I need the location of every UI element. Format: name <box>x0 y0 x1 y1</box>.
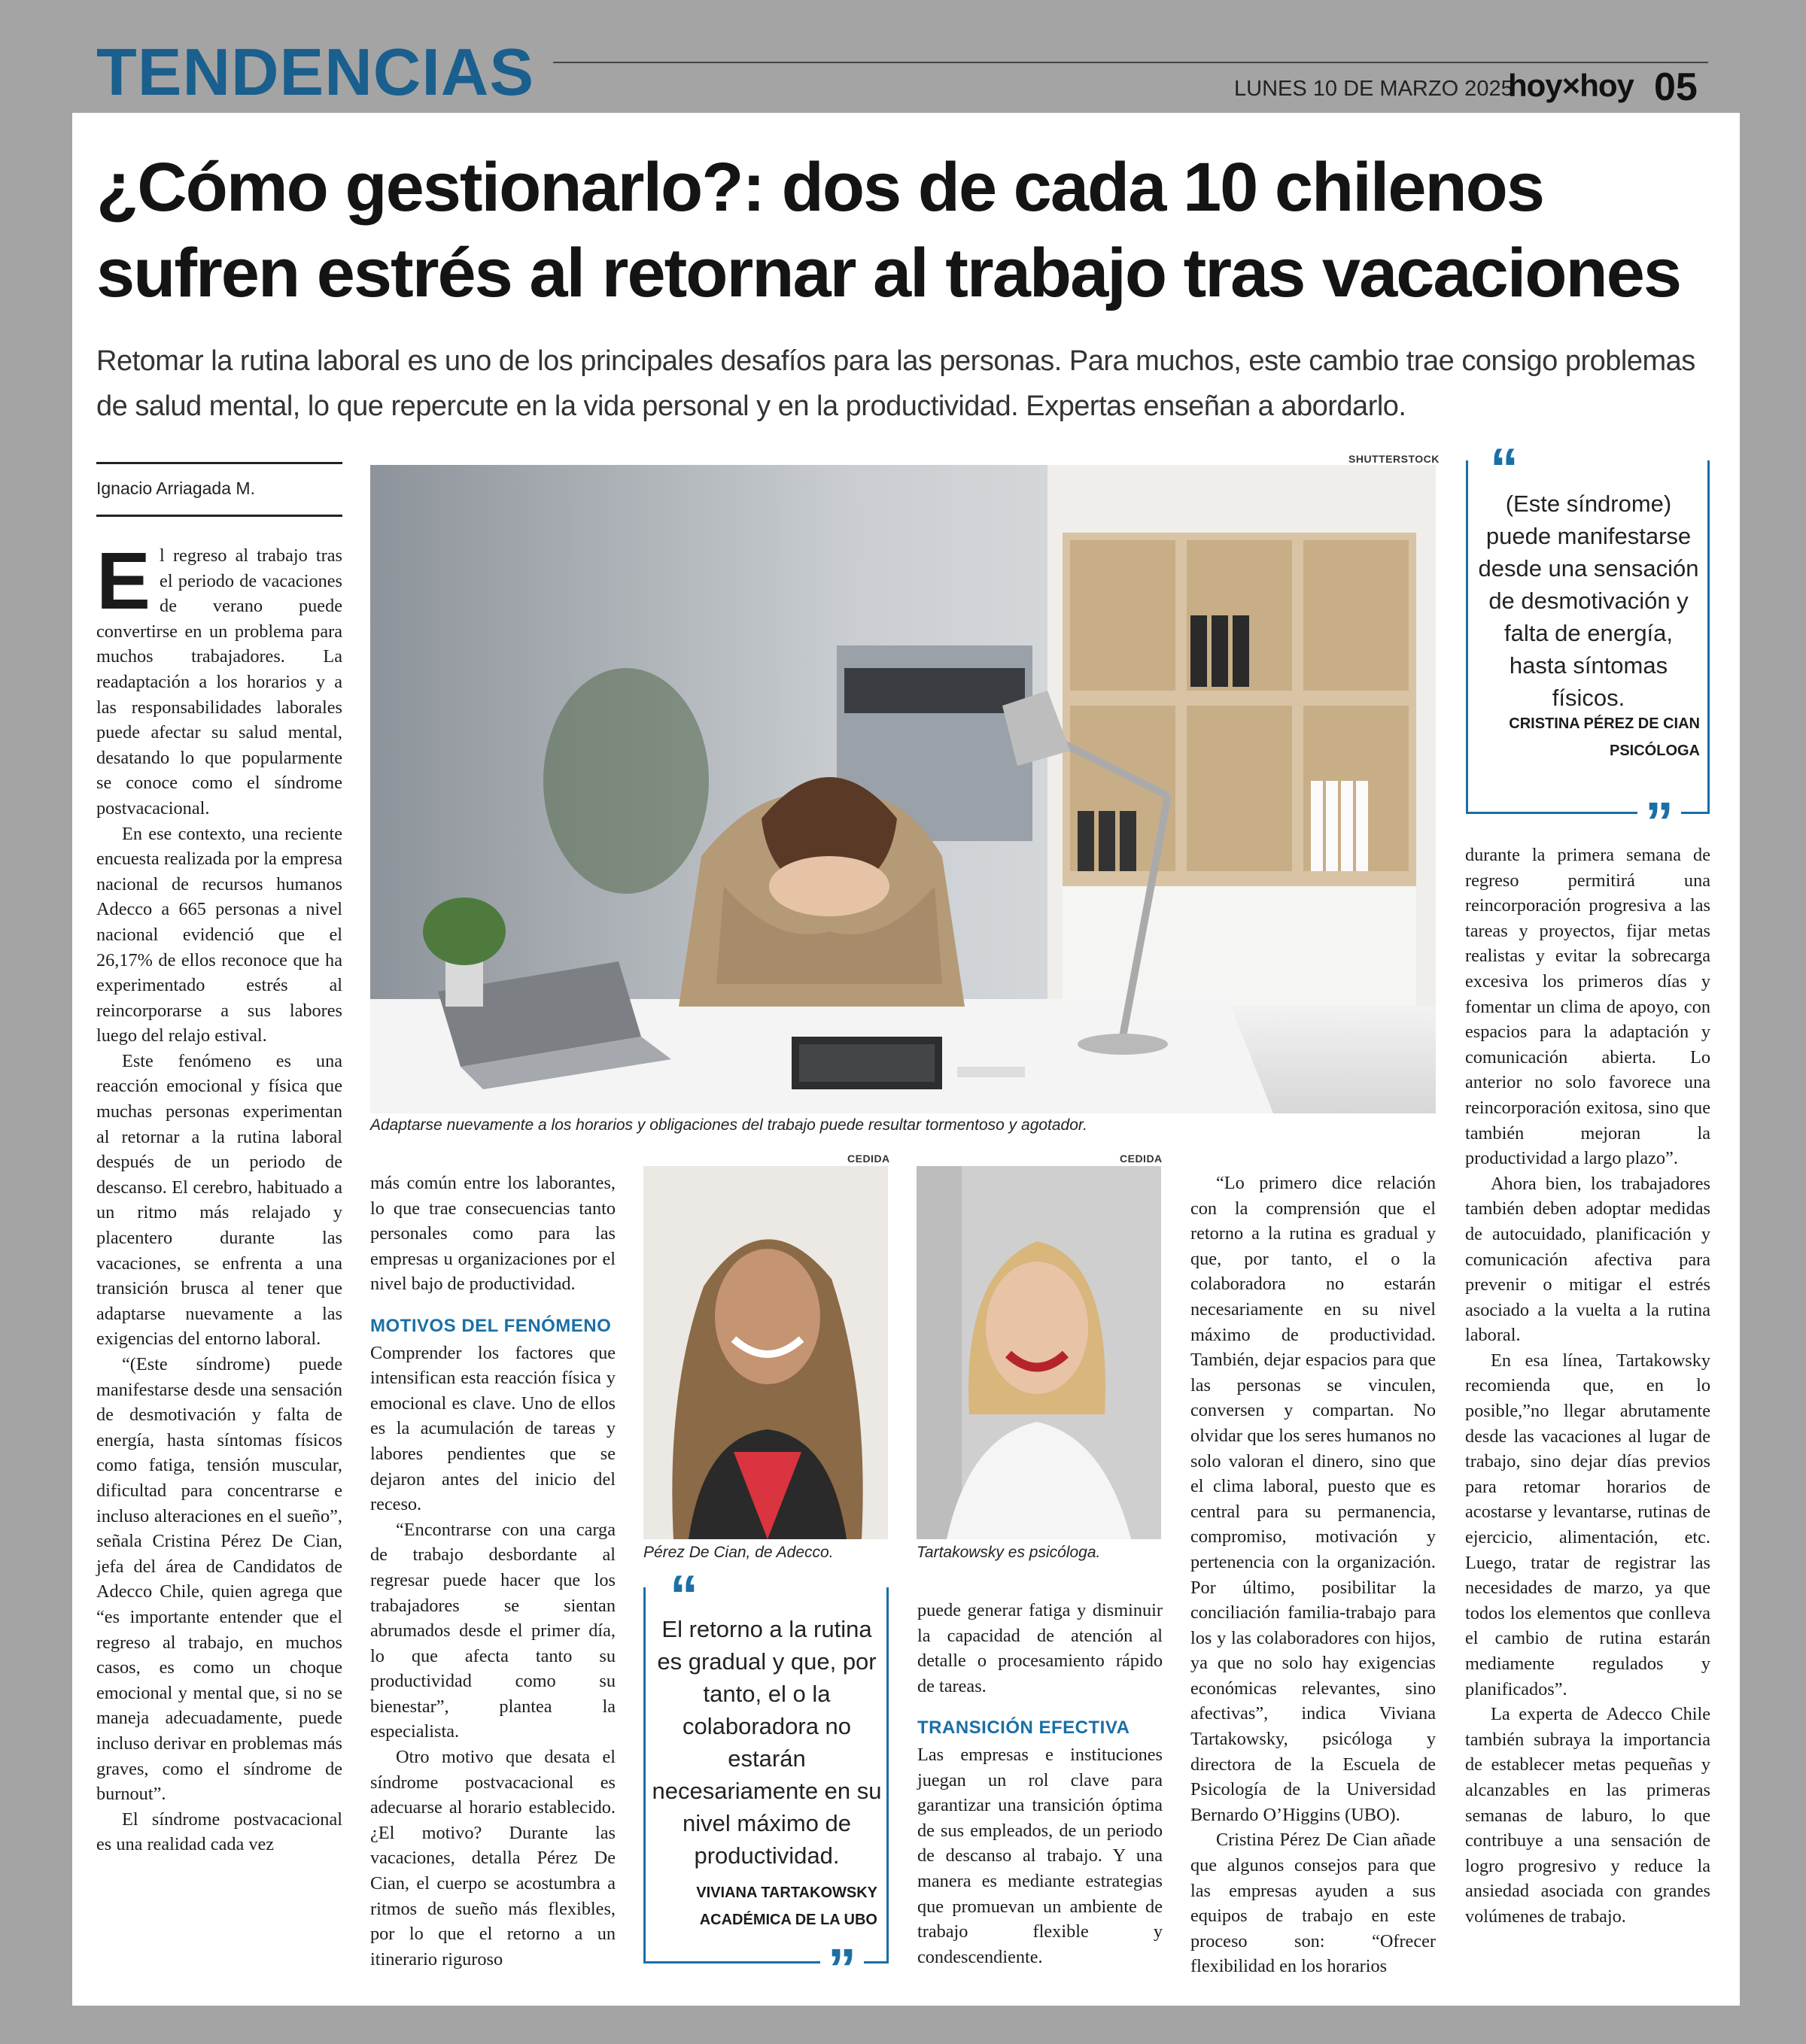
paragraph: La experta de Adecco Chile también subraya la importancia de establecer metas pequeñas y alcanzables en las primeras semanas de laburo, lo que contribuye a una sensación de logro progresivo y reduce la ansiedad asociada con grandes volúmenes de trabajo. <box>1465 1704 1710 1927</box>
paragraph: Cristina Pérez De Cian añade que algunos consejos para que las empresas ayuden a sus equipos de trabajo en este proceso son: “Ofrecer flexibilidad en los horarios <box>1190 1830 1436 1977</box>
paragraph: Este fenómeno es una reacción emocional y física que muchas personas experimentan al retornar a la rutina laboral después de un periodo de descanso. El cerebro, habituado a un ritmo más relajado y placentero durante las vacaciones, se enfrenta a una transición brusca al tener que adaptarse nuevamente a las exigencias del entorno laboral. <box>96 1050 342 1350</box>
drop-cap: E <box>96 535 151 626</box>
close-quote-icon: ” <box>820 1947 864 1985</box>
photo-perez-de-cian <box>643 1166 888 1539</box>
pull-quote-author <box>652 1879 877 1933</box>
body-column-5 <box>1465 843 1710 1930</box>
pull-quote-text: (Este síndrome) puede manifestarse desde una sensación de desmotivación y falta de energía, hasta síntomas físicos. <box>1478 490 1699 711</box>
body-column-3 <box>917 1598 1163 1970</box>
portrait-tartakowsky <box>917 1166 1161 1539</box>
open-quote-icon: “ <box>662 1574 706 1611</box>
open-quote-icon: “ <box>1482 447 1526 484</box>
paragraph: l regreso al trabajo tras el periodo de vacaciones de verano puede convertirse en un problema para muchos trabajadores. La readaptación a los horarios y a las responsabilidades laborales puede afectar su salud mental, desatando lo que popularmente se conoce como el síndrome postvacacional. <box>96 545 342 819</box>
body-column-1 <box>96 535 342 1857</box>
main-photo-credit: SHUTTERSTOCK <box>1348 453 1440 465</box>
paragraph: En ese contexto, una reciente encuesta realizada por la empresa nacional de recursos humanos Adecco a 665 personas a nivel nacional evidenció que el 26,17% de ellos reconoce que ha experimentado estrés al reincorporarse a sus labores luego del relajo estival. <box>96 823 342 1046</box>
paragraph: “Encontrarse con una carga de trabajo desbordante al regresar puede hacer que los trabajadores se sientan abrumados desde el primer día, lo que afecta tanto su productividad como su bienestar”, plantea la especialista. <box>370 1519 616 1742</box>
paragraph: En esa línea, Tartakowsky recomienda que, en lo posible,”no llegar abrutamente desde las vacaciones al lugar de trabajo, sino dejar días previos para retomar horarios de acostarse y levantarse, rutinas de ejercicio, alimentación, etc. Luego, tratar de registrar las necesidades de marzo, ya que todos los elementos que conlleva el cambio de rutina estarán mediamente regulados y planificados”. <box>1465 1350 1710 1699</box>
photo-perez-credit: CEDIDA <box>847 1153 890 1165</box>
headline-line-2: sufren estrés al retornar al trabajo tras vacaciones <box>96 235 1681 311</box>
section-title: TENDENCIAS <box>96 35 535 109</box>
photo-perez-caption: Pérez De Cian, de Adecco. <box>643 1544 834 1561</box>
subhead-transicion: TRANSICIÓN EFECTIVA <box>917 1718 1130 1739</box>
main-photo-caption: Adaptarse nuevamente a los horarios y obligaciones del trabajo puede resultar tormentoso y agotador. <box>370 1116 1087 1134</box>
paragraph: puede generar fatiga y disminuir la capacidad de atención al detalle o procesamiento rápido de tareas. <box>917 1600 1163 1696</box>
headline <box>96 144 1722 316</box>
page-number: 05 <box>1654 65 1698 109</box>
close-quote-icon: ” <box>1637 800 1681 838</box>
pull-quote-tartakowsky <box>643 1587 889 1964</box>
pull-quote-author-name: CRISTINA PÉREZ DE CIAN <box>1509 715 1700 732</box>
deck: Retomar la rutina laboral es uno de los principales desafíos para las personas. Para muchos, este cambio trae consigo problemas de salud mental, lo que repercute en la vida personal y en la productividad. Expertas enseñan a abordarlo. <box>96 345 1695 422</box>
page-header <box>0 0 1806 113</box>
byline-rule-bottom <box>96 515 342 517</box>
pull-quote-perez <box>1466 460 1710 814</box>
byline: Ignacio Arriagada M. <box>96 478 255 498</box>
paragraph: Ahora bien, los trabajadores también deben adoptar medidas de autocuidado, planificación y comunicación afectiva para prevenir o mitigar el estrés asociado a la vuelta a la rutina laboral. <box>1465 1173 1710 1346</box>
byline-rule-top <box>96 462 342 464</box>
paragraph: más común entre los laborantes, lo que trae consecuencias tanto personales como para las empresas u organizaciones por el nivel bajo de productividad. <box>370 1173 616 1295</box>
main-photo <box>370 465 1436 1113</box>
body-column-2 <box>370 1171 616 1972</box>
paragraph: “Lo primero dice relación con la comprensión que el retorno a la rutina es gradual y que, por tanto, el o la colaboradora no estarán necesariamente en su nivel máximo de productividad. También, dejar espacios para que las personas se vinculen, conversen y compartan. No olvidar que los seres humanos no solo valoran el dinero, sino que el clima laboral, puesto que es central para su permanencia, compromiso, motivación y pertenencia con la organización. Por último, posibilitar la conciliación familia-trabajo para los y las colaboradores con hijos, ya que no solo hay exigencias económicas relevantes, sino afectivas”, indica Viviana Tartakowsky, psicóloga y directora de la Escuela de Psicología de la Universidad Bernardo O’Higgins (UBO). <box>1190 1173 1436 1825</box>
paragraph: “(Este síndrome) puede manifestarse desde una sensación de desmotivación y falta de energía, hasta síntomas físicos como fatiga, tensión muscular, dificultad para concentrarse e incluso alteraciones en el sueño”, señala Cristina Pérez De Cian, jefa del área de Candidatos de Adecco Chile, quien agrega que “es importante entender que el regreso al trabajo, en muchos casos, es como un choque emocional y mental que, si no se maneja adecuadamente, puede incluso derivar en problemas más graves, como el síndrome de burnout”. <box>96 1354 342 1805</box>
paragraph: durante la primera semana de regreso permitirá una reincorporación progresiva a las tareas y proyectos, fijar metas realistas y evitar la sobrecarga excesiva los primeros días y fomentar un clima de apoyo, con espacios para la adaptación y comunicación abierta. Lo anterior no solo favorece una reincorporación exitosa, sino que también mejoran la productividad a largo plazo”. <box>1465 845 1710 1169</box>
pull-quote-author-name: VIVIANA TARTAKOWSKY <box>696 1885 877 1901</box>
body-column-4 <box>1190 1171 1436 1979</box>
paragraph: Comprender los factores que intensifican esta reacción física y emocional es clave. Uno de ellos es la acumulación de tareas y labores pendientes que se dejaron antes del inicio del receso. <box>370 1342 616 1515</box>
pull-quote-text: El retorno a la rutina es gradual y que, por tanto, el o la colaboradora no estarán necesariamente en su nivel máximo de productividad. <box>652 1616 882 1869</box>
photo-tartakowsky <box>917 1166 1161 1539</box>
header-rule <box>553 62 1708 63</box>
photo-tartakowsky-caption: Tartakowsky es psicóloga. <box>917 1544 1101 1561</box>
issue-date: LUNES 10 DE MARZO 2025 <box>1234 77 1513 101</box>
paragraph: El síndrome postvacacional es una realidad cada vez <box>96 1809 342 1855</box>
paragraph: Otro motivo que desata el síndrome postvacacional es adecuarse al horario establecido. ¿El motivo? Durante las vacaciones, detalla Pérez De Cian, el cuerpo se acostumbra a ritmos de sueño más flexibles, por lo que el retorno a un itinerario riguroso <box>370 1747 616 1970</box>
newspaper-logo: hoy×hoy <box>1508 68 1634 103</box>
paragraph: Las empresas e instituciones juegan un rol clave para garantizar una transición óptima de sus empleados, de un periodo de descanso al trabajo. Y una manera es mediante estrategias que promuevan un ambiente de trabajo flexible y condescendiente. <box>917 1744 1163 1967</box>
office-stress-illustration <box>370 465 1436 1113</box>
pull-quote-author-role: ACADÉMICA DE LA UBO <box>699 1912 877 1928</box>
portrait-perez <box>643 1166 888 1539</box>
headline-line-1: ¿Cómo gestionarlo?: dos de cada 10 chilenos <box>96 149 1544 226</box>
pull-quote-author <box>1476 710 1700 764</box>
pull-quote-author-role: PSICÓLOGA <box>1609 743 1700 759</box>
subhead-motivos: MOTIVOS DEL FENÓMENO <box>370 1315 612 1336</box>
photo-tartakowsky-credit: CEDIDA <box>1120 1153 1163 1165</box>
